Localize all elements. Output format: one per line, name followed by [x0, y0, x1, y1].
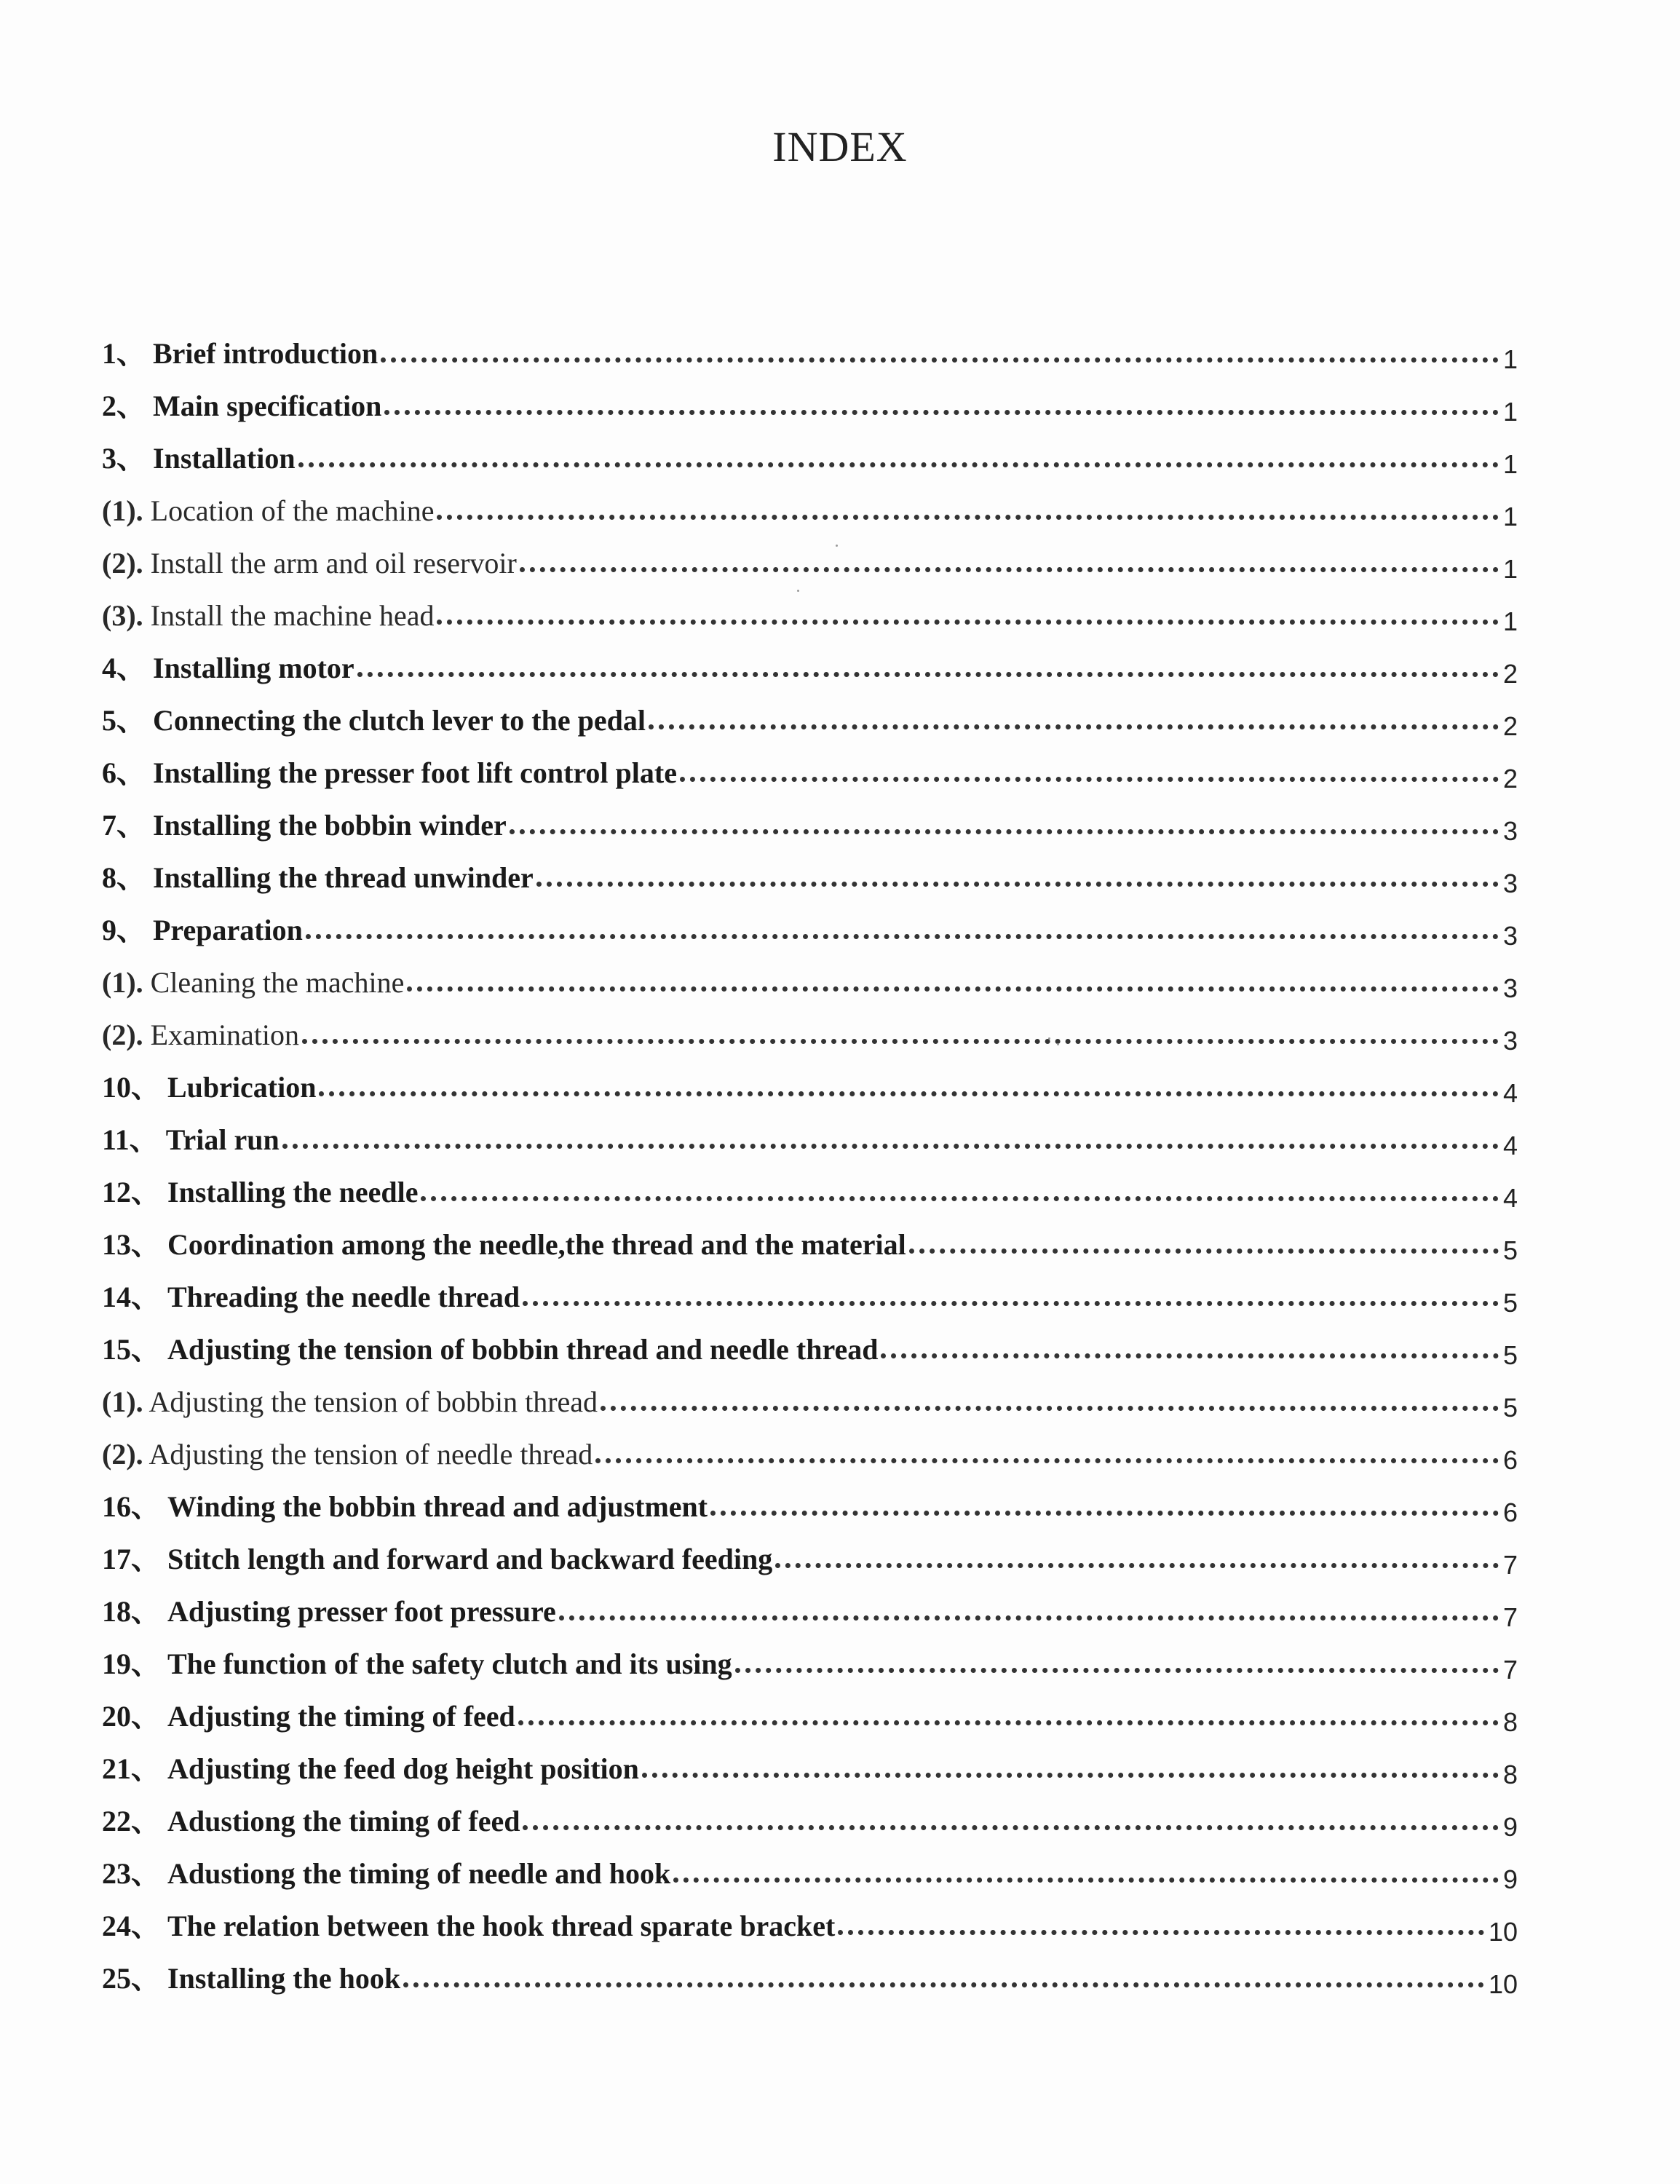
toc-entry-text: Installing the hook: [167, 1962, 401, 1995]
dot-leader: [909, 1249, 1499, 1254]
toc-entry-page-number: 7: [1502, 1602, 1518, 1632]
dot-leader: [642, 1773, 1499, 1778]
toc-entry: [102, 1788, 1518, 1840]
dot-leader: [319, 1091, 1498, 1096]
toc-entry-number: 4、: [102, 652, 146, 684]
toc-entry: [102, 1002, 1518, 1054]
dot-leader: [673, 1878, 1499, 1883]
toc-entry-page-number: 3: [1502, 1026, 1518, 1056]
toc-entry-label: [102, 1278, 520, 1316]
toc-entry-number: 2、: [102, 389, 146, 422]
toc-entry-page-number: 5: [1502, 1235, 1518, 1265]
toc-entry-number: 23、: [102, 1857, 160, 1890]
dot-leader: [601, 1406, 1499, 1411]
toc-entry-label: [102, 1698, 515, 1736]
toc-entry: [102, 1473, 1518, 1526]
toc-entry-page-number: 5: [1502, 1288, 1518, 1318]
toc-entry: [102, 844, 1518, 897]
scan-speck: [1048, 1037, 1050, 1040]
toc-entry-label: [102, 1174, 418, 1211]
toc-entry-page-number: 6: [1502, 1445, 1518, 1475]
toc-entry: [102, 1264, 1518, 1316]
toc-entry-page-number: 7: [1502, 1655, 1518, 1685]
toc-entry-text: Cleaning the machine: [150, 966, 405, 999]
toc-entry-number: 22、: [102, 1805, 160, 1837]
toc-entry-label: [102, 702, 646, 740]
toc-entry-label: [102, 964, 404, 1002]
toc-entry-number: 25、: [102, 1962, 160, 1995]
dot-leader: [384, 410, 1499, 415]
toc-entry: [102, 897, 1518, 949]
toc-entry: [102, 373, 1518, 425]
toc-entry-text: Adjusting the timing of feed: [167, 1700, 515, 1733]
toc-entry-label: [102, 1016, 299, 1054]
toc-entry: [102, 1421, 1518, 1473]
toc-entry: [102, 1369, 1518, 1421]
toc-entry-number: 8、: [102, 861, 146, 894]
toc-entry-label: [102, 492, 434, 530]
toc-entry-text: Connecting the clutch lever to the pedal: [153, 704, 646, 737]
toc-entry-number: 16、: [102, 1490, 160, 1523]
toc-entry-number: (1).: [102, 1385, 143, 1418]
toc-entry-text: Brief introduction: [153, 337, 379, 370]
dot-leader: [518, 1720, 1499, 1725]
toc-entry-label: [102, 440, 296, 478]
toc-entry-label: [102, 1907, 835, 1945]
toc-entry-text: Stitch length and forward and backward feeding: [167, 1543, 773, 1575]
dot-leader: [838, 1930, 1484, 1935]
toc-entry-number: (2).: [102, 1438, 143, 1471]
toc-entry-number: 17、: [102, 1543, 160, 1575]
dot-leader: [407, 986, 1499, 992]
toc-entry-number: 5、: [102, 704, 146, 737]
toc-entry-page-number: 2: [1502, 764, 1518, 794]
dot-leader: [510, 829, 1499, 834]
toc-entry-page-number: 7: [1502, 1550, 1518, 1580]
dot-leader: [520, 567, 1499, 572]
toc-entry: [102, 1840, 1518, 1893]
toc-entry-page-number: 5: [1502, 1340, 1518, 1370]
toc-entry: [102, 1683, 1518, 1736]
toc-entry-text: Installing the presser foot lift control plate: [153, 756, 677, 789]
toc-entry: [102, 1893, 1518, 1945]
toc-entry-page-number: 4: [1502, 1131, 1518, 1160]
dot-leader: [881, 1353, 1498, 1358]
toc-entry-text: Adjusting the tension of bobbin thread: [148, 1385, 598, 1418]
toc-entry-text: Coordination among the needle,the thread and the material: [167, 1228, 906, 1261]
toc-entry-number: 14、: [102, 1281, 160, 1313]
dot-leader: [710, 1511, 1499, 1516]
toc-entry-number: (2).: [102, 547, 143, 579]
dot-leader: [649, 724, 1499, 729]
toc-entry-text: Adjusting the tension of bobbin thread and needle thread: [167, 1333, 879, 1366]
toc-entry-text: Trial run: [165, 1123, 280, 1156]
toc-entry-label: [102, 1855, 670, 1893]
toc-entry-label: [102, 1436, 593, 1473]
toc-entry-number: 6、: [102, 756, 146, 789]
toc-entry: [102, 1631, 1518, 1683]
toc-entry-label: [102, 1383, 598, 1421]
toc-entry: [102, 687, 1518, 740]
toc-entry-text: Adjusting presser foot pressure: [167, 1595, 556, 1628]
toc-entry-page-number: 2: [1502, 659, 1518, 689]
toc-entry-label: [102, 807, 507, 844]
toc-entry: [102, 740, 1518, 792]
toc-entry-page-number: 1: [1502, 344, 1518, 374]
toc-entry-page-number: 4: [1502, 1078, 1518, 1108]
toc-entry-number: 19、: [102, 1647, 160, 1680]
toc-entry-number: 18、: [102, 1595, 160, 1628]
toc-entry-page-number: 10: [1488, 1917, 1518, 1947]
toc-entry-number: 9、: [102, 914, 146, 946]
dot-leader: [421, 1196, 1498, 1201]
toc-entry-text: Location of the machine: [150, 494, 435, 527]
toc-entry-page-number: 3: [1502, 869, 1518, 898]
toc-entry-label: [102, 1803, 520, 1840]
toc-entry-label: [102, 1121, 280, 1159]
dot-leader: [559, 1615, 1499, 1621]
toc-entry-text: Adjusting the tension of needle thread: [148, 1438, 593, 1471]
toc-entry: [102, 1316, 1518, 1369]
toc-entry: [102, 635, 1518, 687]
toc-entry-page-number: 10: [1488, 1969, 1518, 1999]
toc-entry-page-number: 3: [1502, 921, 1518, 951]
toc-entry-text: Threading the needle thread: [167, 1281, 520, 1313]
toc-entry-page-number: 1: [1502, 502, 1518, 531]
toc-entry-number: 11、: [102, 1123, 159, 1156]
toc-entry-text: Installing motor: [153, 652, 354, 684]
toc-entry: [102, 425, 1518, 478]
dot-leader: [381, 357, 1499, 363]
toc-entry: [102, 320, 1518, 373]
toc-entry-page-number: 1: [1502, 449, 1518, 479]
toc-entry-label: [102, 387, 381, 425]
toc-entry-label: [102, 1331, 878, 1369]
toc-entry: [102, 1054, 1518, 1107]
toc-entry-text: Lubrication: [167, 1071, 317, 1104]
toc-entry-text: Installation: [153, 442, 296, 475]
toc-entry-label: [102, 545, 517, 582]
dot-leader: [437, 620, 1498, 625]
toc-entry: [102, 1526, 1518, 1578]
scan-speck: [1057, 1043, 1059, 1045]
toc-entry-page-number: 1: [1502, 606, 1518, 636]
toc-entry-number: 21、: [102, 1752, 160, 1785]
toc-entry-label: [102, 859, 534, 897]
toc-entry-page-number: 9: [1502, 1812, 1518, 1842]
scan-speck: [797, 590, 799, 592]
toc-entry-label: [102, 1069, 316, 1107]
toc-entry-label: [102, 1540, 772, 1578]
toc-entry-page-number: 8: [1502, 1760, 1518, 1789]
toc-entry-number: 3、: [102, 442, 146, 475]
toc-entry: [102, 1578, 1518, 1631]
toc-entry-page-number: 1: [1502, 397, 1518, 427]
toc-entry-page-number: 3: [1502, 816, 1518, 846]
toc-entry: [102, 478, 1518, 530]
dot-leader: [735, 1668, 1499, 1673]
toc-entry-label: [102, 911, 303, 949]
toc-entry-label: [102, 649, 354, 687]
dot-leader: [523, 1301, 1499, 1306]
toc-entry-page-number: 9: [1502, 1864, 1518, 1894]
toc-entry-text: Installing the needle: [167, 1176, 419, 1208]
dot-leader: [775, 1563, 1499, 1568]
toc-entry-number: 13、: [102, 1228, 160, 1261]
toc-entry-text: Install the machine head: [150, 599, 435, 632]
toc-entry-number: 20、: [102, 1700, 160, 1733]
toc-entry: [102, 949, 1518, 1002]
dot-leader: [282, 1144, 1499, 1149]
toc-entry-text: Main specification: [153, 389, 382, 422]
dot-leader: [302, 1039, 1499, 1044]
toc-entry-label: [102, 1593, 556, 1631]
toc-entry-label: [102, 1645, 732, 1683]
toc-entry: [102, 1211, 1518, 1264]
dot-leader: [595, 1458, 1499, 1463]
toc-entry-number: 7、: [102, 809, 146, 842]
toc-entry: [102, 1159, 1518, 1211]
dot-leader: [680, 777, 1499, 782]
toc-entry-number: (2).: [102, 1018, 143, 1051]
scan-speck: [836, 545, 838, 547]
toc-entry-page-number: 6: [1502, 1497, 1518, 1527]
toc-entry-number: 15、: [102, 1333, 160, 1366]
toc-entry-text: Install the arm and oil reservoir: [150, 547, 517, 579]
toc-entry-page-number: 8: [1502, 1707, 1518, 1737]
dot-leader: [357, 672, 1499, 677]
toc-entry-page-number: 2: [1502, 711, 1518, 741]
page-title: INDEX: [772, 123, 908, 170]
toc-entry-number: 12、: [102, 1176, 160, 1208]
toc-entry: [102, 792, 1518, 844]
dot-leader: [437, 515, 1498, 520]
toc-entry-text: The relation between the hook thread sparate bracket: [167, 1910, 836, 1942]
toc-entry: [102, 1736, 1518, 1788]
toc-entry-text: Winding the bobbin thread and adjustment: [167, 1490, 708, 1523]
toc-entry-text: The function of the safety clutch and its using: [167, 1647, 732, 1680]
dot-leader: [298, 462, 1499, 467]
toc-entry: [102, 530, 1518, 582]
toc-entry-page-number: 3: [1502, 973, 1518, 1003]
toc-entry-number: (1).: [102, 966, 143, 999]
toc-entry-page-number: 5: [1502, 1393, 1518, 1423]
dot-leader: [536, 882, 1499, 887]
toc-entry-number: 24、: [102, 1910, 160, 1942]
toc-entry-label: [102, 597, 434, 635]
toc-entry-label: [102, 1960, 400, 1998]
toc-entry-number: 10、: [102, 1071, 160, 1104]
toc-entry-page-number: 4: [1502, 1183, 1518, 1213]
toc-entry-text: Adustiong the timing of needle and hook: [167, 1857, 671, 1890]
toc-entry-label: [102, 754, 677, 792]
toc-entry: [102, 1945, 1518, 1998]
toc-entry: [102, 1107, 1518, 1159]
toc-entry-text: Adustiong the timing of feed: [167, 1805, 520, 1837]
toc-entry-text: Installing the bobbin winder: [153, 809, 507, 842]
toc-entry-page-number: 1: [1502, 554, 1518, 584]
toc-entry: [102, 582, 1518, 635]
toc-entry-number: (3).: [102, 599, 143, 632]
toc-entry-text: Adjusting the feed dog height position: [167, 1752, 639, 1785]
toc-entry-label: [102, 335, 378, 373]
toc-entry-text: Preparation: [153, 914, 303, 946]
toc-entry-number: (1).: [102, 494, 143, 527]
toc-entry-label: [102, 1226, 906, 1264]
dot-leader: [306, 934, 1499, 939]
dot-leader: [523, 1825, 1499, 1830]
toc-entry-label: [102, 1488, 708, 1526]
dot-leader: [403, 1982, 1484, 1987]
toc-entry-number: 1、: [102, 337, 146, 370]
toc-entry-label: [102, 1750, 639, 1788]
table-of-contents: [102, 320, 1518, 1998]
toc-entry-text: Installing the thread unwinder: [153, 861, 534, 894]
toc-entry-text: Examination: [150, 1018, 300, 1051]
